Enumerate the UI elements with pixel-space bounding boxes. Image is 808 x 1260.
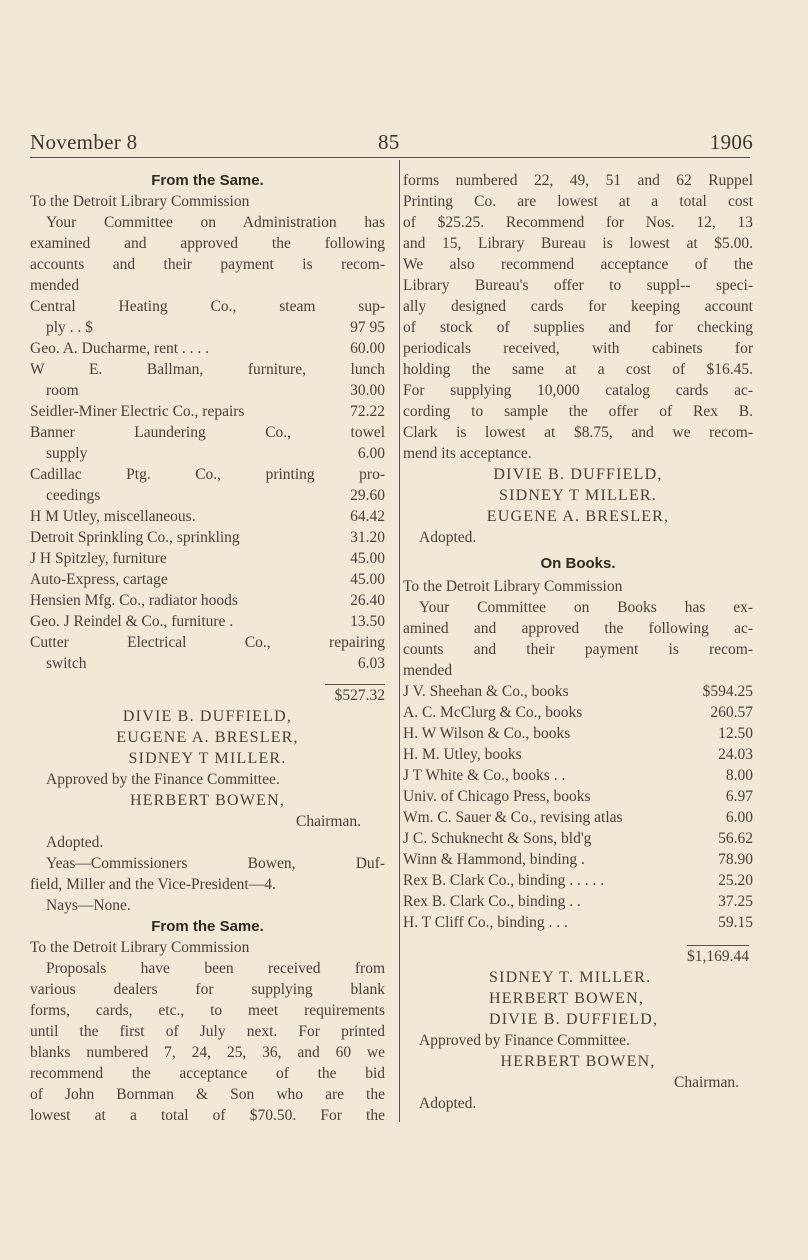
account-name: Rex B. Clark Co., binding . . [403, 893, 581, 910]
account-amount: 30.00 [350, 382, 385, 399]
account-amount: $594.25 [702, 683, 753, 700]
header-date: November 8 [30, 130, 138, 154]
body-line: and 15, Library Bureau is lowest at $5.00. [403, 235, 753, 252]
adopted-note: Adopted. [419, 529, 477, 546]
intro-line: accounts and their payment is recom- [30, 256, 385, 273]
account-entry [30, 422, 385, 464]
account-entry [403, 870, 753, 891]
section-heading: From the Same. [151, 172, 264, 189]
account-name: switch [46, 655, 87, 672]
account-entry [403, 681, 753, 702]
account-name: ply . . $ [46, 319, 93, 336]
chairman-name: HERBERT BOWEN, [500, 1053, 656, 1070]
account-amount: 26.40 [350, 592, 385, 609]
account-entry [30, 338, 385, 359]
account-name: Geo. A. Ducharme, rent . . . . [30, 340, 210, 357]
signer-name: EUGENE A. BRESLER, [486, 508, 670, 525]
intro-line: examined and approved the following [30, 235, 385, 252]
approval-note: Approved by the Finance Committee. [46, 771, 280, 788]
body-line: Proposals have been received from [46, 960, 385, 977]
left-column [30, 170, 385, 1126]
account-amount: 97 95 [350, 319, 385, 336]
account-amount: 72.22 [350, 403, 385, 420]
body-line: until the first of July next. For printed [30, 1023, 385, 1040]
signer-name: HERBERT BOWEN, [489, 990, 645, 1007]
account-amount: 29.60 [350, 487, 385, 504]
account-name: Auto-Express, cartage [30, 571, 168, 588]
account-name: Wm. C. Sauer & Co., revising atlas [403, 809, 623, 826]
body-line: forms, cards, etc., to meet requirements [30, 1002, 385, 1019]
account-amount: 24.03 [718, 746, 753, 763]
body-line: Printing Co. are lowest at a total cost [403, 193, 753, 210]
account-entry [403, 744, 753, 765]
body-line: lowest at a total of $70.50. For the [30, 1107, 385, 1124]
section-heading: On Books. [540, 555, 616, 572]
body-line: recommend the acceptance of the bid [30, 1065, 385, 1082]
intro-line: counts and their payment is recom- [403, 641, 753, 658]
account-name: H. M. Utley, books [403, 746, 522, 763]
intro-line: mended [30, 277, 80, 294]
signer-name: SIDNEY T. MILLER. [489, 969, 652, 986]
account-amount: 45.00 [350, 550, 385, 567]
account-entry [403, 786, 753, 807]
account-entry [403, 765, 753, 786]
account-name: Detroit Sprinkling Co., sprinkling [30, 529, 240, 546]
body-line: cording to sample the offer of Rex B. [403, 403, 753, 420]
body-line: blanks numbered 7, 24, 25, 36, and 60 we [30, 1044, 385, 1061]
addressee: To the Detroit Library Commission [30, 939, 250, 956]
signer-name: SIDNEY T MILLER. [128, 750, 287, 767]
account-entry [30, 359, 385, 401]
account-entry [403, 849, 753, 870]
account-name: H M Utley, miscellaneous. [30, 508, 196, 525]
account-entry [30, 296, 385, 338]
column-divider [399, 160, 400, 1122]
account-name: W E. Ballman, furniture, lunch [30, 361, 385, 378]
intro-line: mended [403, 662, 453, 679]
adopted-note: Adopted. [419, 1095, 477, 1112]
account-entry [30, 527, 385, 548]
account-name: J H Spitzley, furniture [30, 550, 167, 567]
account-name: Rex B. Clark Co., binding . . . . . [403, 872, 605, 889]
account-name: room [46, 382, 79, 399]
signer-name: EUGENE A. BRESLER, [116, 729, 299, 746]
account-entry [403, 702, 753, 723]
page-number: 85 [378, 130, 400, 154]
account-amount: 25.20 [718, 872, 753, 889]
total-amount: $527.32 [325, 684, 385, 706]
account-entry [30, 590, 385, 611]
header-year: 1906 [709, 130, 753, 154]
account-amount: 56.62 [718, 830, 753, 847]
account-amount: 60.00 [350, 340, 385, 357]
account-amount: 13.50 [350, 613, 385, 630]
chairman-title: Chairman. [296, 813, 361, 830]
account-amount: 8.00 [725, 767, 753, 784]
account-amount: 78.90 [718, 851, 753, 868]
account-name: supply [46, 445, 88, 462]
account-entry [403, 912, 753, 933]
body-line: of John Bornman & Son who are the [30, 1086, 385, 1103]
account-amount: 6.00 [357, 445, 385, 462]
adopted-note: Adopted. [46, 834, 104, 851]
right-column [403, 170, 753, 1114]
account-amount: 37.25 [718, 893, 753, 910]
signer-name: DIVIE B. DUFFIELD, [489, 1011, 659, 1028]
signer-name: DIVIE B. DUFFIELD, [122, 708, 293, 725]
account-name: Geo. J Reindel & Co., furniture . [30, 613, 234, 630]
total-amount: $1,169.44 [687, 945, 749, 967]
account-name: Univ. of Chicago Press, books [403, 788, 591, 805]
account-entry [403, 828, 753, 849]
account-name: Seidler-Miner Electric Co., repairs [30, 403, 245, 420]
vote-line: Nays—None. [46, 897, 131, 914]
account-entry [30, 569, 385, 590]
account-name: A. C. McClurg & Co., books [403, 704, 583, 721]
addressee: To the Detroit Library Commission [30, 193, 250, 210]
body-line: forms numbered 22, 49, 51 and 62 Ruppel [403, 172, 753, 189]
account-entry [403, 723, 753, 744]
body-line: For supplying 10,000 catalog cards ac- [403, 382, 753, 399]
account-amount: 31.20 [350, 529, 385, 546]
intro-line: Your Committee on Administration has [46, 214, 385, 231]
account-name: J C. Schuknecht & Sons, bld'g [403, 830, 592, 847]
account-name: H. W Wilson & Co., books [403, 725, 571, 742]
account-amount: 6.03 [357, 655, 385, 672]
section-heading: From the Same. [151, 918, 264, 935]
body-line: Clark is lowest at $8.75, and we recom- [403, 424, 753, 441]
chairman-title: Chairman. [674, 1074, 739, 1091]
vote-line: Yeas—Commissioners Bowen, Duf- [46, 855, 385, 872]
body-line: Library Bureau's offer to suppl-- speci- [403, 277, 753, 294]
account-entry [30, 548, 385, 569]
account-entry [30, 611, 385, 632]
body-line: various dealers for supplying blank [30, 981, 385, 998]
body-line: mend its acceptance. [403, 445, 532, 462]
account-name: J T White & Co., books . . [403, 767, 566, 784]
body-line: periodicals received, with cabinets for [403, 340, 753, 357]
intro-line: amined and approved the following ac- [403, 620, 753, 637]
signer-name: DIVIE B. DUFFIELD, [493, 466, 663, 483]
account-name: Cadillac Ptg. Co., printing pro- [30, 466, 385, 483]
account-name: Central Heating Co., steam sup- [30, 298, 385, 315]
account-name: Hensien Mfg. Co., radiator hoods [30, 592, 238, 609]
approval-note: Approved by Finance Committee. [419, 1032, 630, 1049]
account-name: Winn & Hammond, binding . [403, 851, 585, 868]
addressee: To the Detroit Library Commission [403, 578, 623, 595]
account-entry [403, 891, 753, 912]
account-entry [30, 401, 385, 422]
account-amount: 64.42 [350, 508, 385, 525]
account-name: Banner Laundering Co., towel [30, 424, 385, 441]
account-entry [30, 464, 385, 506]
body-line: holding the same at a cost of $16.45. [403, 361, 753, 378]
account-amount: 12.50 [718, 725, 753, 742]
body-line: of stock of supplies and for checking [403, 319, 753, 336]
signer-name: SIDNEY T MILLER. [498, 487, 657, 504]
account-amount: 6.97 [725, 788, 753, 805]
body-line: ally designed cards for keeping account [403, 298, 753, 315]
vote-line: field, Miller and the Vice-President—4. [30, 876, 276, 893]
account-name: Cutter Electrical Co., repairing [30, 634, 385, 651]
account-name: ceedings [46, 487, 101, 504]
account-amount: 260.57 [710, 704, 753, 721]
chairman-name: HERBERT BOWEN, [129, 792, 286, 809]
header-rule [30, 157, 750, 158]
intro-line: Your Committee on Books has ex- [419, 599, 753, 616]
account-name: J V. Sheehan & Co., books [403, 683, 569, 700]
account-entry [403, 807, 753, 828]
account-entry [30, 632, 385, 674]
account-amount: 59.15 [718, 914, 753, 931]
account-entry [30, 506, 385, 527]
account-amount: 45.00 [350, 571, 385, 588]
account-amount: 6.00 [725, 809, 753, 826]
body-line: of $25.25. Recommend for Nos. 12, 13 [403, 214, 753, 231]
body-line: We also recommend acceptance of the [403, 256, 753, 273]
account-name: H. T Cliff Co., binding . . . [403, 914, 568, 931]
